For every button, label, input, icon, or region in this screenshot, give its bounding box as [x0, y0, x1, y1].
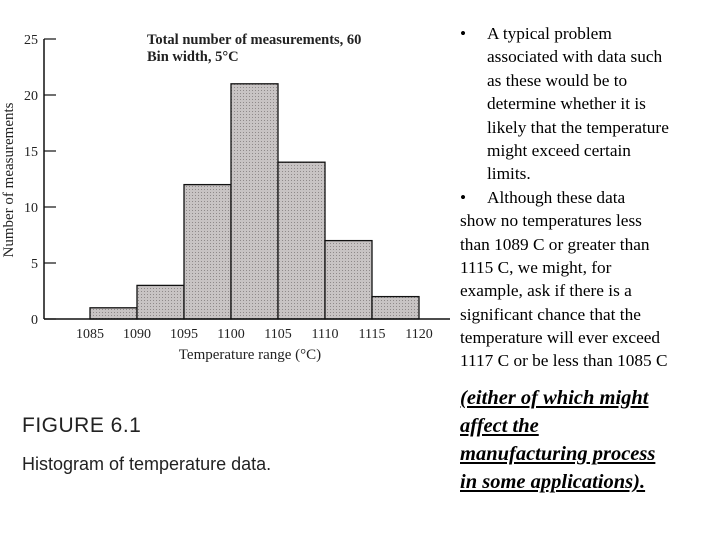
chart-annotation: Bin width, 5°C: [147, 49, 239, 65]
emphasis-text: [460, 384, 655, 496]
bullet-line: [460, 69, 669, 92]
histogram-bar: [137, 285, 184, 319]
y-axis-label: Number of measurements: [1, 102, 17, 258]
histogram-bar: [90, 308, 137, 319]
bullet-text-line: associated with data such: [487, 47, 663, 67]
x-axis-label: Temperature range (°C): [178, 347, 322, 363]
bullet-line: [460, 303, 669, 326]
chart-annotation: Total number of measurements, 60: [147, 32, 362, 48]
y-tick-label: 5: [31, 257, 38, 272]
bullet-text-line: significant chance that the: [460, 304, 641, 324]
histogram-bar: [184, 185, 231, 319]
bullet-text-line: might exceed certain: [487, 140, 631, 160]
y-tick-label: 15: [24, 145, 38, 160]
bullet-text-line: as these would be to: [487, 70, 628, 90]
y-tick-label: 0: [31, 313, 38, 328]
x-tick-label: 1120: [405, 327, 433, 342]
x-tick-label: 1100: [217, 327, 245, 342]
bullet-line: [460, 209, 669, 232]
x-tick-label: 1085: [76, 327, 104, 342]
bullet-icon: •: [460, 187, 467, 207]
histogram-bar: [231, 84, 278, 319]
x-tick-label: 1110: [311, 327, 339, 342]
bullet-text-line: show no temperatures less: [460, 211, 642, 231]
bullet-line: [460, 92, 669, 115]
x-tick-label: 1105: [264, 327, 292, 342]
histogram-bar: [325, 241, 372, 319]
bullet-line: [460, 186, 669, 209]
bullet-line: [460, 139, 669, 162]
bullet-line: [460, 233, 669, 256]
bullet-text-line: A typical problem: [487, 24, 612, 43]
bullet-text-line: Although these data: [487, 187, 626, 207]
x-tick-label: 1115: [358, 327, 386, 342]
histogram-bar: [278, 162, 325, 319]
bullet-text-line: 1117 C or be less than 1085 C: [460, 351, 668, 371]
x-tick-label: 1090: [123, 327, 151, 342]
bullet-text-line: likely that the temperature: [487, 117, 669, 137]
bullet-line: [460, 349, 669, 372]
bullet-line: [460, 256, 669, 279]
bullet-line: [460, 45, 669, 68]
bullet-text-line: determine whether it is: [487, 94, 646, 114]
figure-caption: Histogram of temperature data.: [22, 454, 272, 474]
y-tick-label: 10: [24, 201, 38, 216]
emphasis-line: affect the: [460, 415, 539, 437]
emphasis-line: manufacturing process: [460, 443, 656, 465]
emphasis-line: (either of which might: [460, 387, 649, 409]
bullet-line: [460, 279, 669, 302]
bullet-text-line: temperature will ever exceed: [460, 328, 661, 348]
bullet-line: [460, 116, 669, 139]
bullet-line: [460, 326, 669, 349]
y-tick-label: 25: [24, 33, 38, 48]
figure-number: FIGURE 6.1: [22, 414, 142, 437]
bullet-text-line: than 1089 C or greater than: [460, 234, 650, 254]
histogram-bar: [372, 297, 419, 319]
bullet-line: [460, 162, 669, 185]
bullet-text: [460, 22, 669, 373]
x-tick-label: 1095: [170, 327, 198, 342]
bullet-text-line: limits.: [487, 164, 531, 184]
bullet-text-line: 1115 C, we might, for: [460, 257, 612, 277]
histogram-chart: [0, 0, 455, 370]
bullet-text-line: example, ask if there is a: [460, 281, 632, 301]
y-tick-label: 20: [24, 89, 38, 104]
bullet-icon: •: [460, 24, 467, 43]
emphasis-line: in some applications).: [460, 471, 646, 493]
bullet-line: [460, 22, 669, 45]
